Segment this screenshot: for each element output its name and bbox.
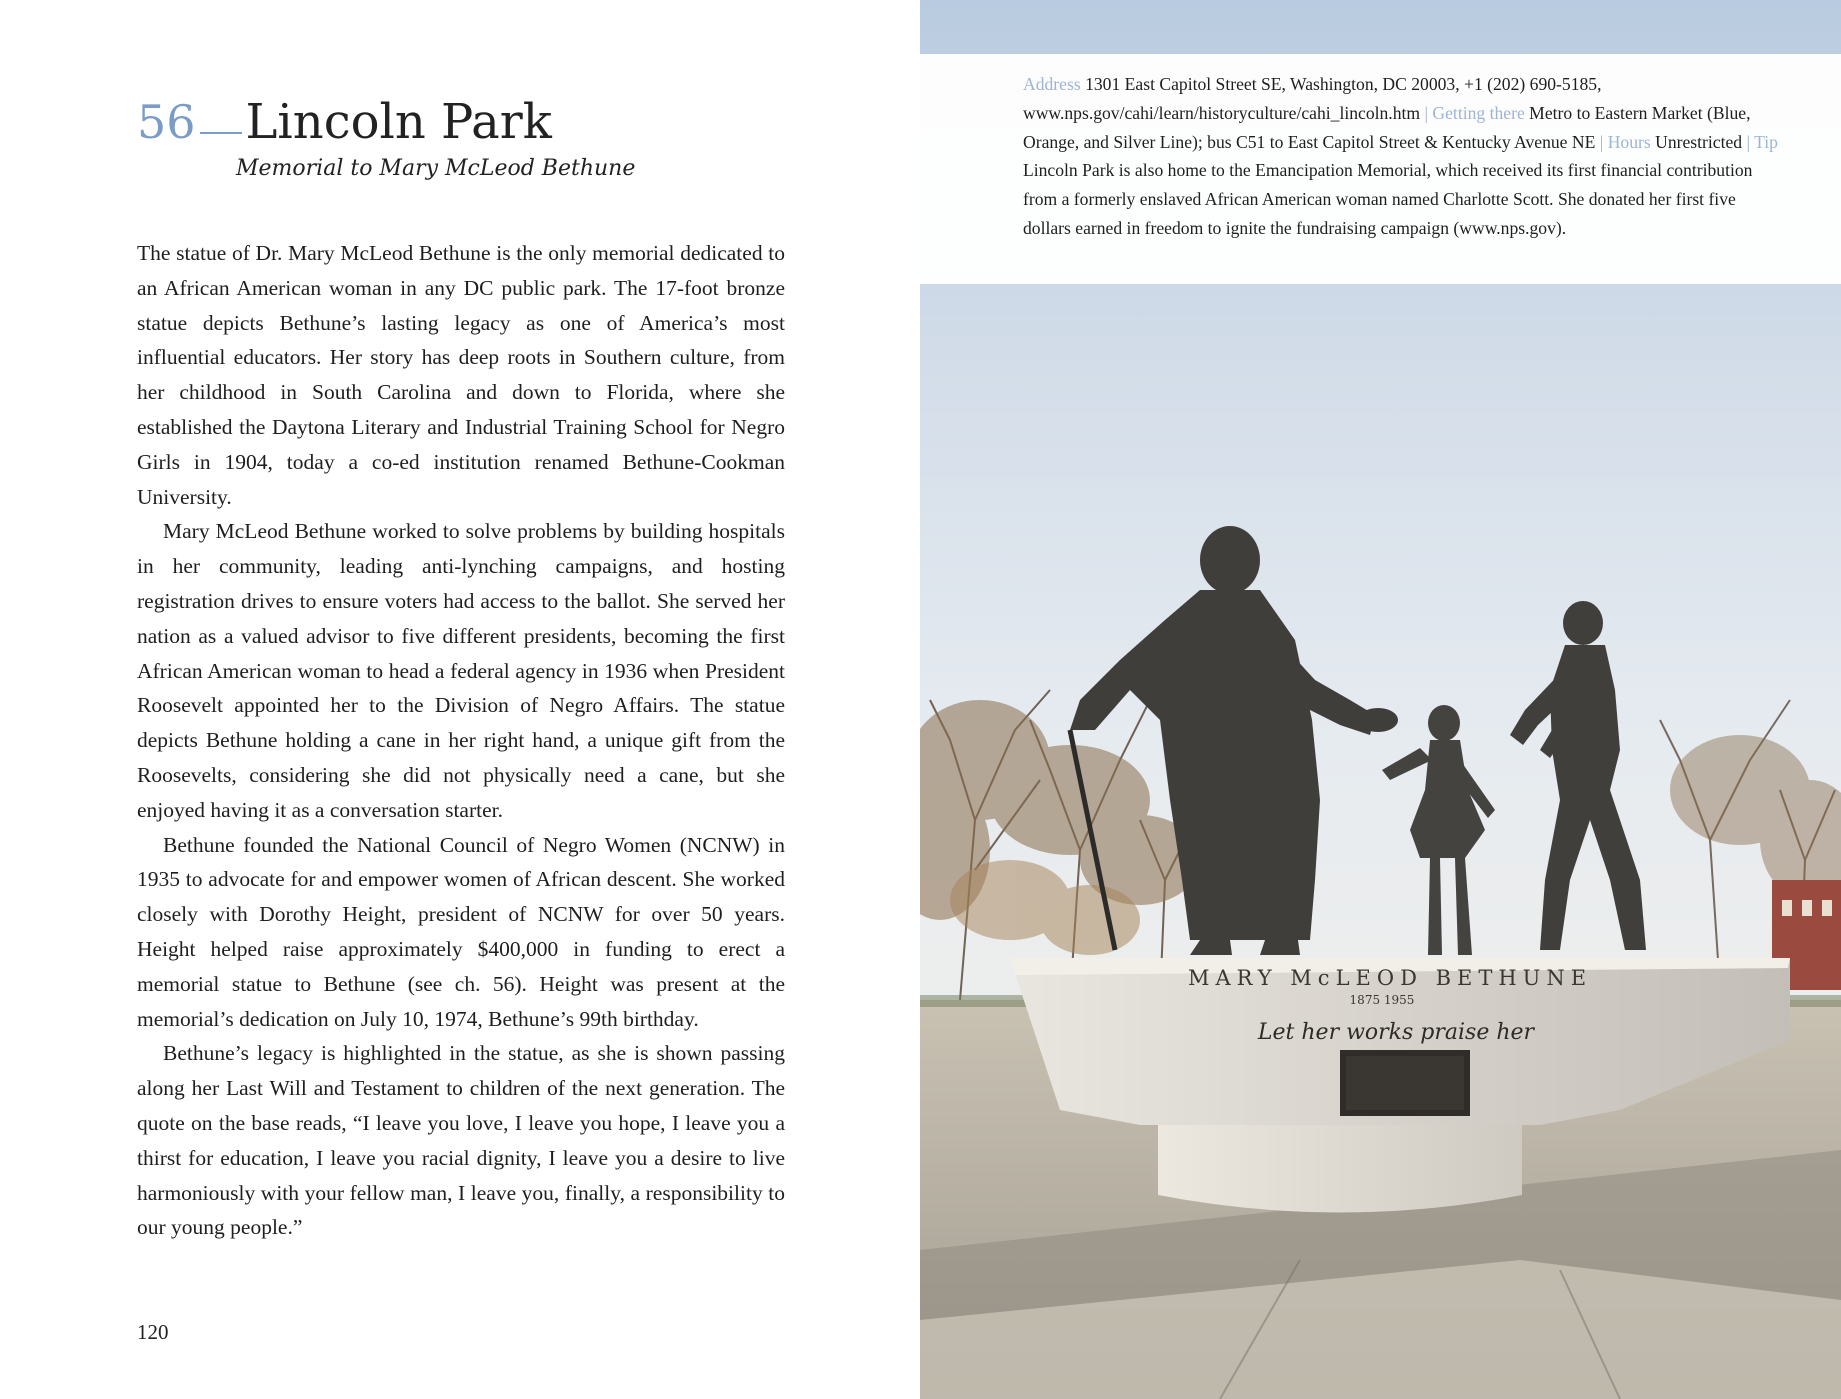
right-page bbox=[920, 0, 1841, 1399]
address-value: 1301 East Capitol Street SE, Washington, DC 20003, +1 (202) 690-5185, www.nps.gov/cahi/learn/historyculture/cahi_lincoln.htm bbox=[1023, 74, 1602, 123]
getting-there-label: Getting there bbox=[1432, 102, 1525, 123]
info-separator: | bbox=[1599, 131, 1604, 152]
chapter-subtitle: Memorial to Mary McLeod Bethune bbox=[236, 156, 636, 181]
body-text bbox=[137, 236, 785, 1245]
plaque-years: 1875 1955 bbox=[1349, 993, 1415, 1007]
paragraph: Bethune founded the National Council of Negro Women (NCNW) in 1935 to advocate for and empower women of African descent. She worked closely with Dorothy Height, president of NCNW for over 50 years. Height helped raise approximately $400,000 in funding to erect a memorial statue to Bethune (see ch. 56). Height was present at the memorial’s dedication on July 10, 1974, Bethune’s 99th birthday. bbox=[137, 832, 785, 1031]
paragraph: Bethune’s legacy is highlighted in the statue, as she is shown passing along her Last Will and Testament to children of the next generation. The quote on the base reads, “I leave you love, I leave you hope, I leave you a thirst for education, I leave you racial dignity, I leave you a desire to live harmoniously with your fellow man, I leave you, finally, a responsibility to our young people.” bbox=[137, 1041, 785, 1240]
plaque-inscription: Let her works praise her bbox=[1257, 1020, 1535, 1045]
plaque-name: MARY McLEOD BETHUNE bbox=[1187, 966, 1593, 990]
tip-value: Lincoln Park is also home to the Emancipation Memorial, which received its first financial contribution from a formerly enslaved African American woman named Charlotte Scott. She donated her first five dollars earned in freedom to ignite the fundraising campaign (www.nps.gov). bbox=[1023, 160, 1753, 238]
page-number: 120 bbox=[137, 1320, 169, 1344]
info-separator: | bbox=[1746, 131, 1751, 152]
info-separator: | bbox=[1424, 102, 1429, 123]
visitor-info-text bbox=[1023, 70, 1783, 243]
getting-there-value: Metro to Eastern Market (Blue, Orange, and Silver Line); bus C51 to East Capitol Street & Kentucky Avenue NE bbox=[1023, 102, 1751, 152]
paragraph: Mary McLeod Bethune worked to solve problems by building hospitals in her community, leading anti-lynching campaigns, and hosting registration drives to ensure voters had access to the ballot. She served her nation as a valued advisor to five different presidents, becoming the first African American woman to head a federal agency in 1936 when President Roosevelt appointed her to the Division of Negro Affairs. The statue depicts Bethune holding a cane in her right hand, a unique gift from the Roosevelts, considering she did not physically need a cane, but she enjoyed having it as a conversation starter. bbox=[137, 519, 785, 822]
paragraph: The statue of Dr. Mary McLeod Bethune is the only memorial dedicated to an African American woman in any DC public park. The 17-foot bronze statue depicts Bethune’s lasting legacy as one of America’s most influential educators. Her story has deep roots in Southern culture, from her childhood in South Carolina and down to Florida, where she established the Daytona Literary and Industrial Training School for Negro Girls in 1904, today a co-ed institution renamed Bethune-Cookman University. bbox=[137, 241, 785, 509]
chapter-heading bbox=[137, 94, 552, 150]
hours-label: Hours bbox=[1607, 131, 1651, 152]
chapter-title: Lincoln Park bbox=[245, 94, 552, 150]
hours-value: Unrestricted bbox=[1655, 131, 1743, 152]
left-page bbox=[0, 0, 920, 1399]
address-label: Address bbox=[1023, 74, 1081, 94]
tip-label: Tip bbox=[1754, 131, 1778, 152]
chapter-number-rule bbox=[200, 132, 242, 134]
chapter-number: 56 bbox=[137, 95, 196, 149]
